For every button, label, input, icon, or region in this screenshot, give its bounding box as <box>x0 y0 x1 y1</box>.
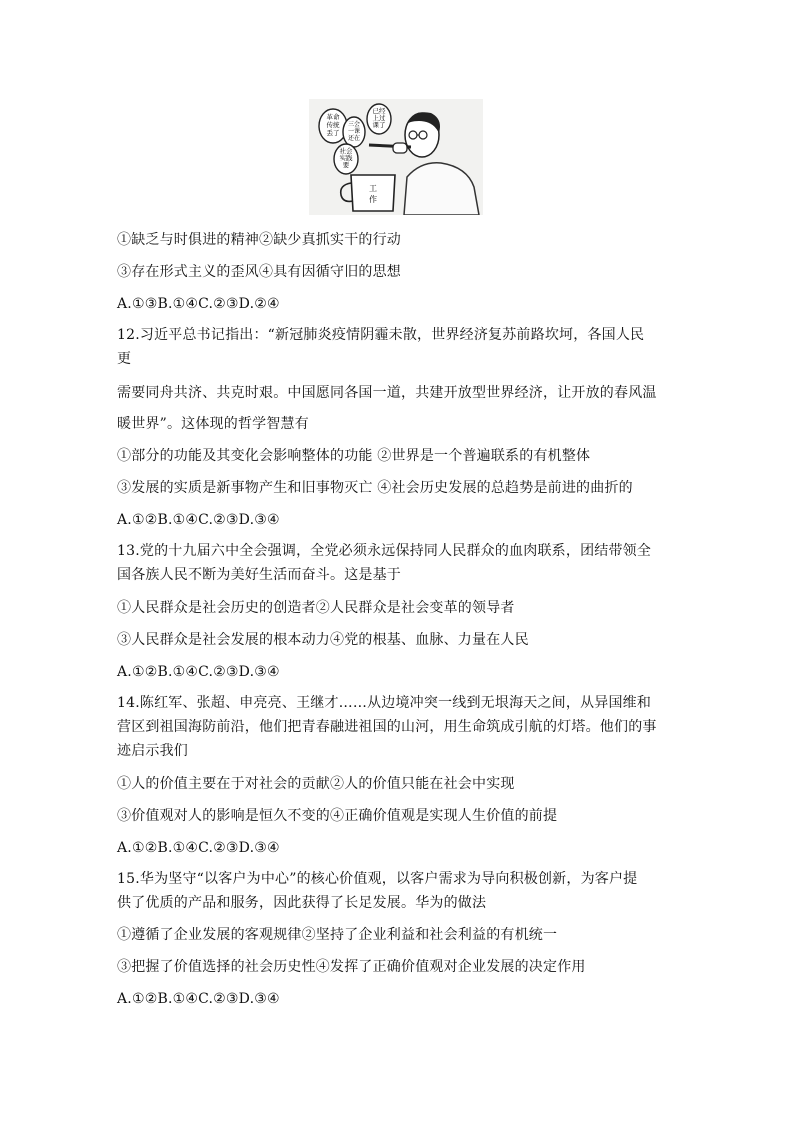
q14-stem-line1: 14.陈红军、张超、申亮亮、王继才……从边境冲突一线到无垠海天之间，从异国维和 <box>117 695 652 711</box>
bubble-text: 一课 <box>347 128 361 135</box>
q13-answers: A.①②B.①④C.②③D.③④ <box>117 664 280 680</box>
q14-stem-line2: 营区到祖国海防前沿，他们把青春融进祖国的山河，用生命筑成引航的灯塔。他们的事 <box>117 719 657 735</box>
bubble-text: 已经 <box>372 107 386 115</box>
q11-options-line1: ①缺乏与时俱进的精神②缺少真抓实干的行动 <box>117 232 401 248</box>
q12-options-line2: ③发展的实质是新事物产生和旧事物灭亡 ④社会历史发展的总趋势是前进的曲折的 <box>117 480 633 496</box>
bubble-text: 社会 <box>339 147 353 155</box>
mug-icon <box>351 175 395 211</box>
q12-stem-line3: 需要同舟共济、共克时艰。中国愿同各国一道，共建开放型世界经济，让开放的春风温 <box>117 385 657 401</box>
q12-stem-line2: 更 <box>117 351 132 367</box>
q15-answers: A.①②B.①④C.②③D.③④ <box>117 991 280 1007</box>
q11-answers: A.①③B.①④C.②③D.②④ <box>117 296 280 312</box>
bubble-text: 还在 <box>347 135 361 142</box>
q14-stem-line3: 迹启示我们 <box>117 743 188 759</box>
q12-answers: A.①②B.①④C.②③D.③④ <box>117 512 280 528</box>
q12-stem-line4: 暖世界”。这体现的哲学智慧有 <box>117 416 309 432</box>
bubble-text: 上过 <box>372 114 386 122</box>
q13-stem-line2: 国各族人民不断为美好生活而奋斗。这是基于 <box>117 567 401 583</box>
cartoon-illustration <box>309 99 483 215</box>
q15-options-line2: ③把握了价值选择的社会历史性④发挥了正确价值观对企业发展的决定作用 <box>117 959 586 975</box>
q15-stem-line2: 供了优质的产品和服务，因此获得了长足发展。华为的做法 <box>117 895 487 911</box>
q12-stem-line1: 12.习近平总书记指出：“新冠肺炎疫情阴霾未散，世界经济复苏前路坎坷，各国人民 <box>117 327 645 343</box>
hand-icon <box>393 143 407 153</box>
q13-options-line1: ①人民群众是社会历史的创造者②人民群众是社会变革的领导者 <box>117 600 515 616</box>
mug-text: 作 <box>369 195 377 204</box>
q14-answers: A.①②B.①④C.②③D.③④ <box>117 840 280 856</box>
bubble-text: 传统 <box>326 121 340 129</box>
mug-text: 工 <box>369 184 377 193</box>
bubble-text: 三会 <box>347 121 361 128</box>
q12-options-line1: ①部分的功能及其变化会影响整体的功能 ②世界是一个普遍联系的有机整体 <box>117 448 591 464</box>
q13-options-line2: ③人民群众是社会发展的根本动力④党的根基、血脉、力量在人民 <box>117 632 529 648</box>
q14-options-line2: ③价值观对人的影响是恒久不变的④正确价值观是实现人生价值的前提 <box>117 808 558 824</box>
q14-options-line1: ①人的价值主要在于对社会的贡献②人的价值只能在社会中实现 <box>117 776 515 792</box>
bubble-text: 要 <box>342 161 350 169</box>
q15-stem-line1: 15.华为坚守“以客户为中心”的核心价值观，以客户需求为导向积极创新，为客户提 <box>117 871 638 887</box>
q13-stem-line1: 13.党的十九届六中全会强调，全党必须永远保持同人民群众的血肉联系，团结带领全 <box>117 543 652 559</box>
bubble-text: 实践 <box>339 154 353 162</box>
bubble-text: 革命 <box>326 113 340 121</box>
q11-options-line2: ③存在形式主义的歪风④具有因循守旧的思想 <box>117 264 401 280</box>
q15-options-line1: ①遵循了企业发展的客观规律②坚持了企业利益和社会利益的有机统一 <box>117 927 558 943</box>
bubble-text: 课了 <box>372 121 386 129</box>
bubble-text: 丢了 <box>326 129 340 137</box>
